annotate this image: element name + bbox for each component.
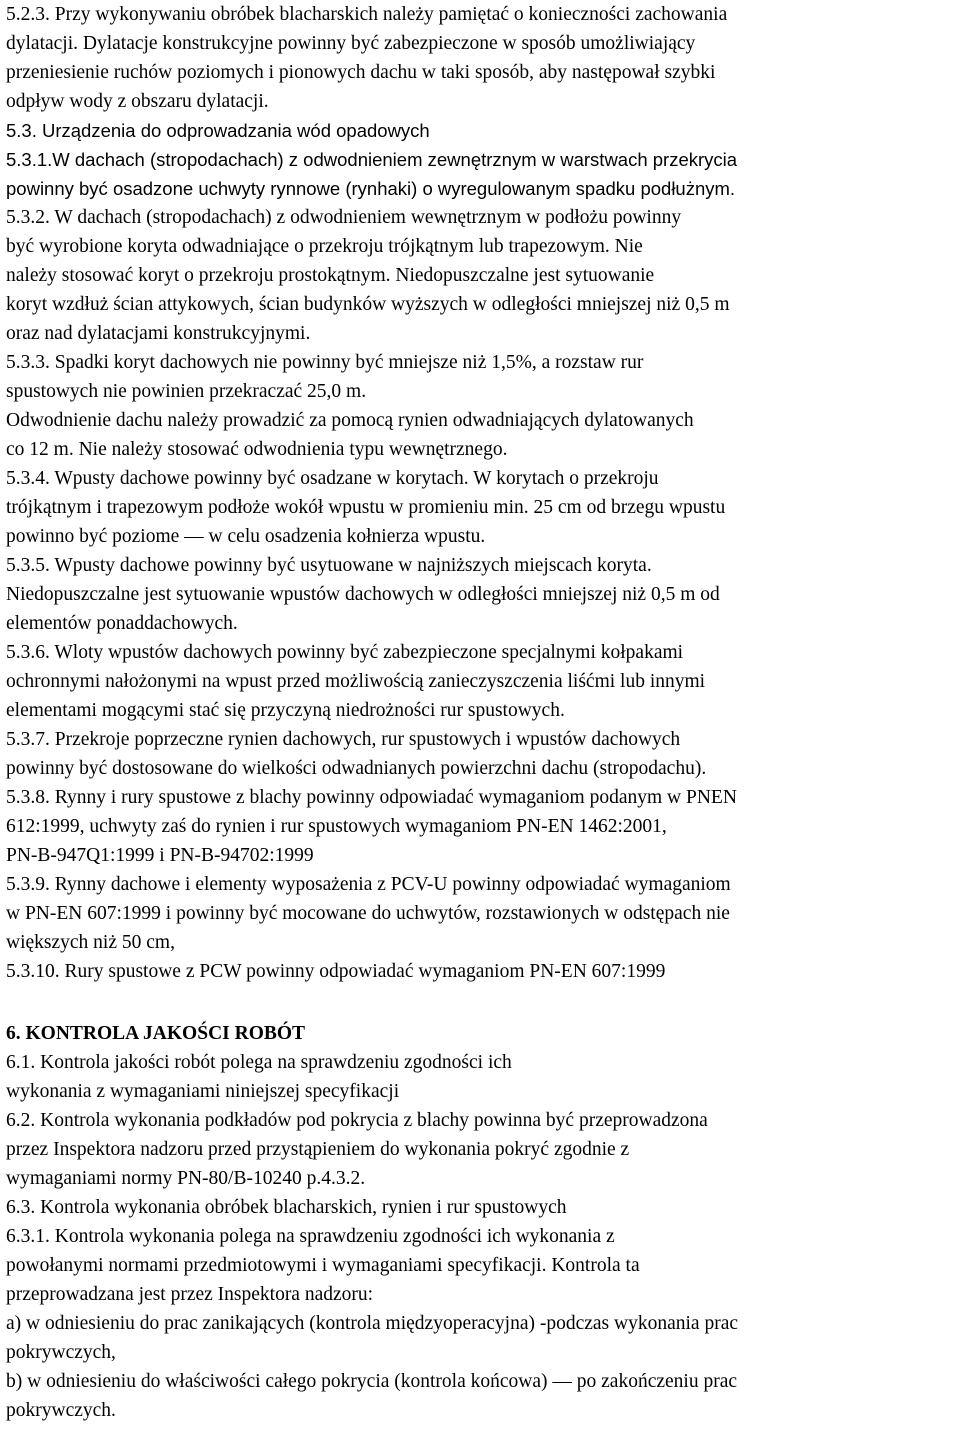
text-line: 5.3.5. Wpusty dachowe powinny być usytuowane w najniższych miejscach koryta. xyxy=(6,555,652,576)
text-line: pokrywczych. xyxy=(6,1400,116,1421)
text-line: powołanymi normami przedmiotowymi i wymaganiami specyfikacji. Kontrola ta xyxy=(6,1255,640,1276)
text-line: 5.3.10. Rury spustowe z PCW powinny odpowiadać wymaganiom PN-EN 607:1999 xyxy=(6,961,666,982)
text-line: 6.2. Kontrola wykonania podkładów pod pokrycia z blachy powinna być przeprowadzona xyxy=(6,1110,708,1131)
text-line: a) w odniesieniu do prac zanikających (kontrola międzyoperacyjna) -podczas wykonania prac xyxy=(6,1313,739,1334)
text-line: trójkątnym i trapezowym podłoże wokół wpustu w promieniu min. 25 cm od brzegu wpustu xyxy=(6,497,726,518)
text-line: 5.3.7. Przekroje poprzeczne rynien dachowych, rur spustowych i wpustów dachowych xyxy=(6,729,681,750)
text-line: przez Inspektora nadzoru przed przystąpieniem do wykonania pokryć zgodnie z xyxy=(6,1139,630,1160)
text-line: pokrywczych, xyxy=(6,1342,116,1363)
text-line: 5.3.8. Rynny i rury spustowe z blachy powinny odpowiadać wymaganiom podanym w PNEN xyxy=(6,787,737,808)
text-line: 5.3.2. W dachach (stropodachach) z odwodnieniem wewnętrznym w podłożu powinny xyxy=(6,207,682,228)
text-line: odpływ wody z obszaru dylatacji. xyxy=(6,91,269,112)
text-line: powinny być dostosowane do wielkości odwadnianych powierzchni dachu (stropodachu). xyxy=(6,758,707,779)
text-line: być wyrobione koryta odwadniające o przekroju trójkątnym lub trapezowym. Nie xyxy=(6,236,643,257)
text-line: 612:1999, uchwyty zaś do rynien i rur spustowych wymaganiom PN-EN 1462:2001, xyxy=(6,816,667,837)
text-line: w PN-EN 607:1999 i powinny być mocowane do uchwytów, rozstawionych w odstępach nie xyxy=(6,903,730,924)
text-line: elementami mogącymi stać się przyczyną niedrożności rur spustowych. xyxy=(6,700,565,721)
text-line: co 12 m. Nie należy stosować odwodnienia typu wewnętrznego. xyxy=(6,439,508,460)
section-heading: 5.3. Urządzenia do odprowadzania wód opadowych xyxy=(6,120,430,141)
text-line: 6.3.1. Kontrola wykonania polega na sprawdzeniu zgodności ich wykonania z xyxy=(6,1226,615,1247)
text-line: koryt wzdłuż ścian attykowych, ścian budynków wyższych w odległości mniejszej niż 0,5 m xyxy=(6,294,730,315)
text-line: 5.2.3. Przy wykonywaniu obróbek blacharskich należy pamiętać o konieczności zachowania xyxy=(6,4,728,25)
text-line: oraz nad dylatacjami konstrukcyjnymi. xyxy=(6,323,311,344)
text-line: 5.3.6. Wloty wpustów dachowych powinny być zabezpieczone specjalnymi kołpakami xyxy=(6,642,684,663)
text-line: powinno być poziome — w celu osadzenia kołnierza wpustu. xyxy=(6,526,486,547)
text-line: wymaganiami normy PN-80/B-10240 p.4.3.2. xyxy=(6,1168,366,1189)
text-line: 5.3.1.W dachach (stropodachach) z odwodnieniem zewnętrznym w warstwach przekrycia xyxy=(6,149,738,170)
text-line: 5.3.4. Wpusty dachowe powinny być osadzane w korytach. W korytach o przekroju xyxy=(6,468,659,489)
text-line: powinny być osadzone uchwyty rynnowe (rynhaki) o wyregulowanym spadku podłużnym. xyxy=(6,178,736,199)
text-line: spustowych nie powinien przekraczać 25,0 m. xyxy=(6,381,367,402)
text-line: 6.1. Kontrola jakości robót polega na sprawdzeniu zgodności ich xyxy=(6,1052,512,1073)
text-line: przeniesienie ruchów poziomych i pionowych dachu w taki sposób, aby następował szybki xyxy=(6,62,716,83)
text-line: należy stosować koryt o przekroju prostokątnym. Niedopuszczalne jest sytuowanie xyxy=(6,265,655,286)
text-line: b) w odniesieniu do właściwości całego pokrycia (kontrola końcowa) — po zakończeniu prac xyxy=(6,1371,738,1392)
text-line: ochronnymi nałożonymi na wpust przed możliwością zanieczyszczenia liśćmi lub innymi xyxy=(6,671,706,692)
chapter-heading: 6. KONTROLA JAKOŚCI ROBÓT xyxy=(6,1023,306,1044)
text-line: dylatacji. Dylatacje konstrukcyjne powinny być zabezpieczone w sposób umożliwiający xyxy=(6,33,696,54)
text-line: PN-B-947Q1:1999 i PN-B-94702:1999 xyxy=(6,845,314,866)
text-line: elementów ponaddachowych. xyxy=(6,613,238,634)
text-line: większych niż 50 cm, xyxy=(6,932,175,953)
text-line: 6.3. Kontrola wykonania obróbek blacharskich, rynien i rur spustowych xyxy=(6,1197,567,1218)
text-line: przeprowadzana jest przez Inspektora nadzoru: xyxy=(6,1284,374,1305)
text-line: 5.3.9. Rynny dachowe i elementy wyposażenia z PCV-U powinny odpowiadać wymaganiom xyxy=(6,874,731,895)
text-line: Niedopuszczalne jest sytuowanie wpustów dachowych w odległości mniejszej niż 0,5 m od xyxy=(6,584,720,605)
text-line: wykonania z wymaganiami niniejszej specyfikacji xyxy=(6,1081,400,1102)
text-line: Odwodnienie dachu należy prowadzić za pomocą rynien odwadniających dylatowanych xyxy=(6,410,694,431)
text-line: 5.3.3. Spadki koryt dachowych nie powinny być mniejsze niż 1,5%, a rozstaw rur xyxy=(6,352,644,373)
